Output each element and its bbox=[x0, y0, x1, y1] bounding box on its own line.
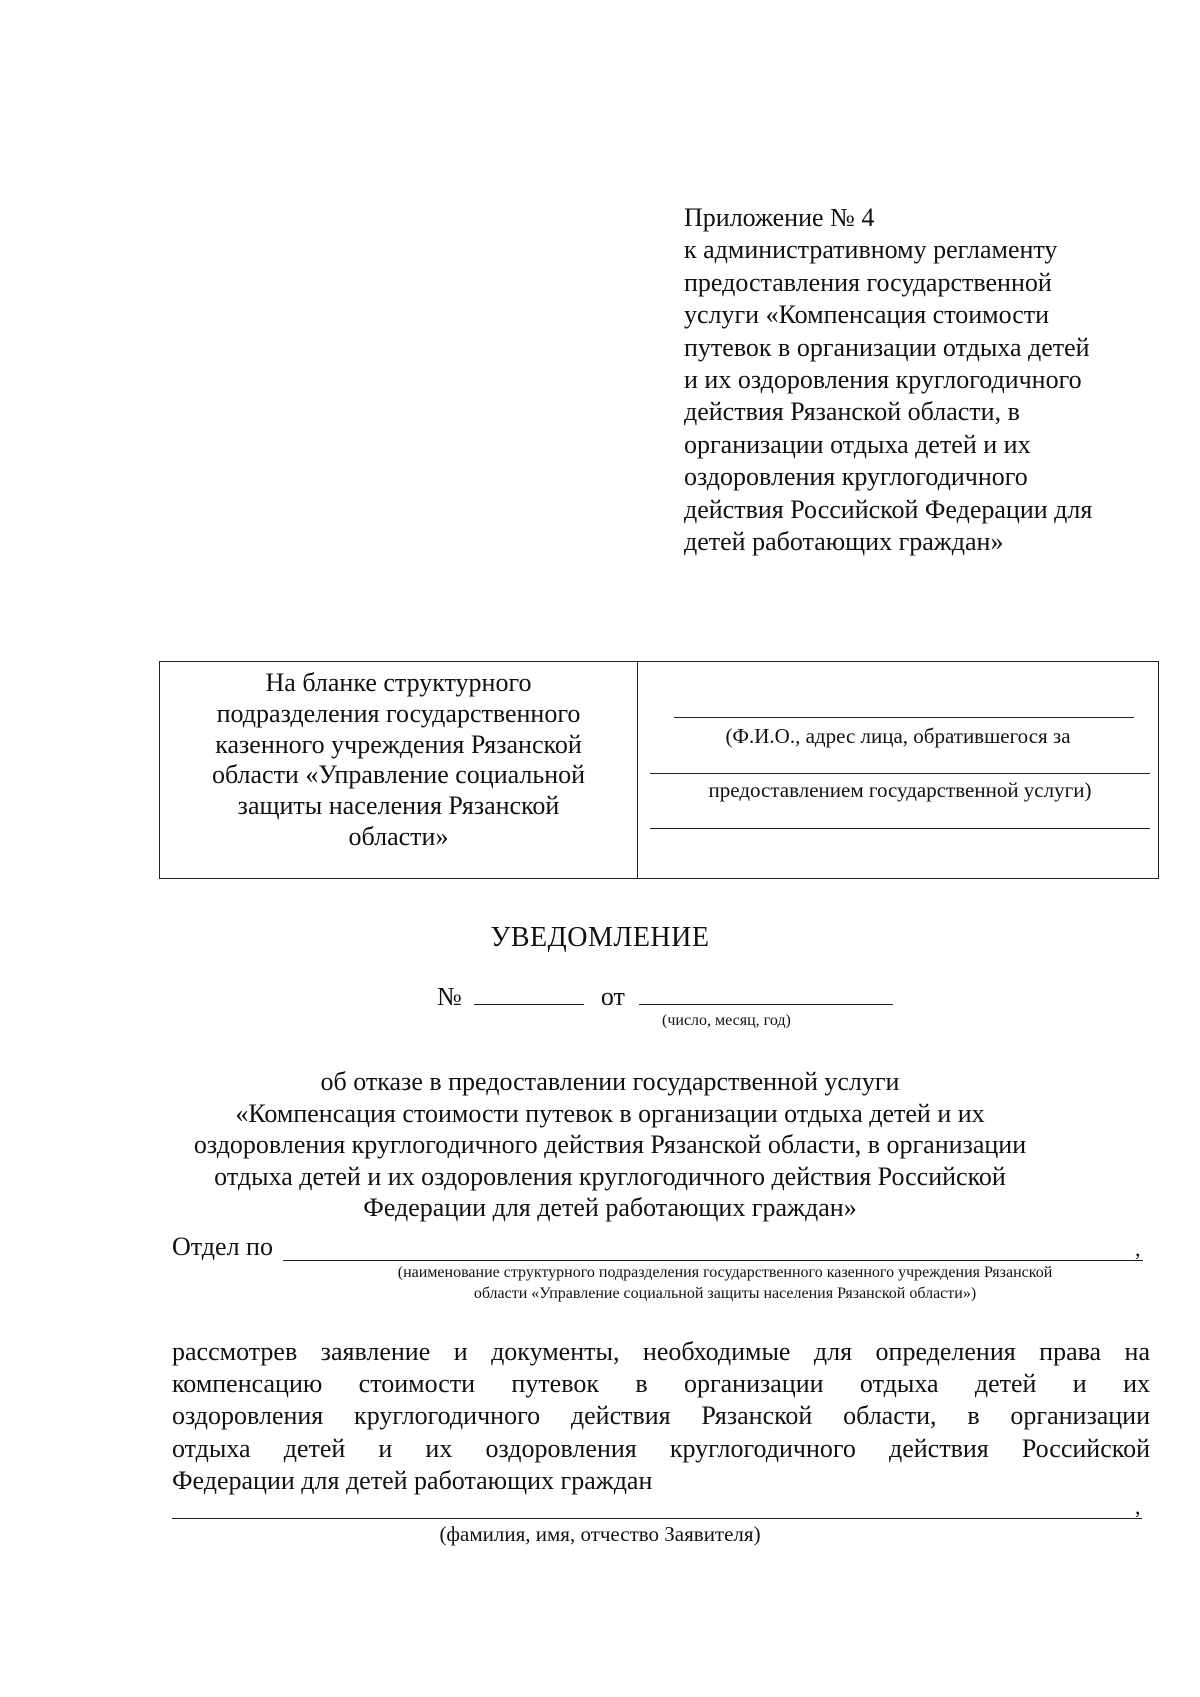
appendix-line: путевок в организации отдыха детей bbox=[684, 332, 1090, 362]
appendix-line: услуги «Компенсация стоимости bbox=[684, 300, 1050, 330]
refusal-line: оздоровления круглогодичного действия Рязанской области, в организации bbox=[193, 1130, 1027, 1160]
applicant-caption: (фамилия, имя, отчество Заявителя) bbox=[439, 1522, 761, 1546]
number-blank[interactable] bbox=[474, 982, 584, 1005]
date-blank[interactable] bbox=[639, 982, 893, 1005]
body-line: отдыха детей и их оздоровления круглогодичного действия Российской bbox=[172, 1433, 1150, 1463]
header-table bbox=[159, 661, 1159, 879]
appendix-line: действия Рязанской области, в bbox=[684, 397, 1020, 427]
recipient-cell bbox=[638, 662, 1158, 878]
applicant-blank-line[interactable] bbox=[172, 1518, 1142, 1519]
appendix-line: к административному регламенту bbox=[684, 235, 1058, 265]
body-line: оздоровления круглогодичного действия Рязанской области, в организации bbox=[172, 1401, 1150, 1431]
letterhead-cell bbox=[160, 662, 638, 878]
appendix-line: и их оздоровления круглогодичного bbox=[684, 365, 1082, 395]
number-date-line bbox=[437, 982, 893, 1012]
recipient-blank-line[interactable] bbox=[650, 773, 1150, 774]
appendix-line: Приложение № 4 bbox=[684, 203, 875, 232]
appendix-line: действия Российской Федерации для bbox=[684, 494, 1093, 524]
recipient-blank-line[interactable] bbox=[650, 828, 1150, 829]
body-line: рассмотрев заявление и документы, необходимые для определения права на bbox=[172, 1337, 1150, 1366]
department-label: Отдел по bbox=[172, 1232, 273, 1261]
appendix-line: детей работающих граждан» bbox=[684, 527, 1004, 557]
letterhead-line: области» bbox=[348, 821, 449, 851]
number-sign: № bbox=[437, 982, 462, 1011]
date-caption: (число, месяц, год) bbox=[662, 1012, 791, 1029]
document-title: УВЕДОМЛЕНИЕ bbox=[490, 922, 710, 953]
applicant-comma: , bbox=[1135, 1494, 1141, 1519]
appendix-line: оздоровления круглогодичного bbox=[684, 462, 1028, 492]
body-paragraph bbox=[172, 1336, 1150, 1497]
letterhead-line: области «Управление социальной bbox=[211, 760, 586, 790]
appendix-line: организации отдыха детей и их bbox=[684, 429, 1031, 459]
appendix-line: предоставления государственной bbox=[684, 267, 1052, 297]
refusal-heading bbox=[150, 1066, 1070, 1224]
appendix-block bbox=[684, 202, 1154, 558]
refusal-line: об отказе в предоставлении государственной услуги bbox=[320, 1067, 900, 1096]
department-caption bbox=[300, 1262, 1150, 1304]
department-caption-line: области «Управление социальной защиты населения Рязанской области») bbox=[473, 1285, 977, 1302]
letterhead-line: защиты населения Рязанской bbox=[237, 791, 560, 821]
from-label: от bbox=[600, 982, 625, 1011]
letterhead-line: подразделения государственного bbox=[216, 698, 581, 728]
department-blank-line[interactable] bbox=[283, 1260, 1143, 1261]
recipient-caption-1: (Ф.И.О., адрес лица, обратившегося за bbox=[725, 724, 1071, 748]
recipient-blank-line[interactable] bbox=[674, 717, 1134, 718]
letterhead-line: казенного учреждения Рязанской bbox=[215, 729, 582, 759]
body-line: Федерации для детей работающих граждан bbox=[172, 1465, 653, 1495]
recipient-caption-2: предоставлением государственной услуги) bbox=[708, 778, 1092, 802]
body-line: компенсацию стоимости путевок в организации отдыха детей и их bbox=[172, 1369, 1150, 1399]
letterhead-line: На бланке структурного bbox=[265, 668, 532, 697]
department-caption-line: (наименование структурного подразделения государственного казенного учреждения Рязанской bbox=[397, 1264, 1053, 1281]
refusal-line: Федерации для детей работающих граждан» bbox=[363, 1193, 857, 1223]
department-comma: , bbox=[1135, 1236, 1141, 1261]
refusal-line: «Компенсация стоимости путевок в организации отдыха детей и их bbox=[235, 1098, 985, 1128]
refusal-line: отдыха детей и их оздоровления круглогодичного действия Российской bbox=[214, 1161, 1006, 1191]
